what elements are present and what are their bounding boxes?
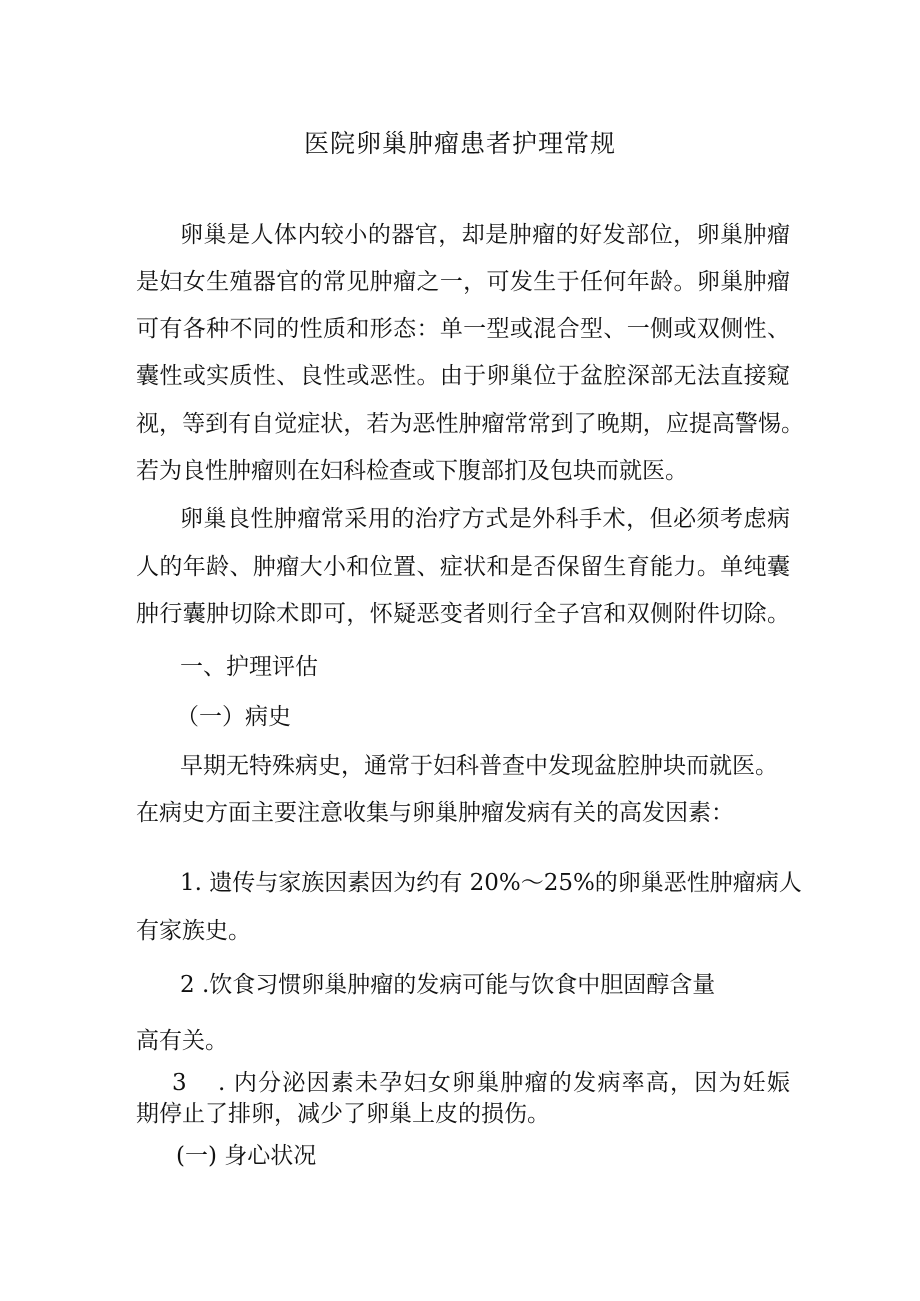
paragraph-line: 视，等到有自觉症状，若为恶性肿瘤常常到了晚期，应提高警惕。 bbox=[136, 411, 804, 437]
section-heading: 一、护理评估 bbox=[180, 654, 318, 680]
paragraph-line: 是妇女生殖器官的常见肿瘤之一，可发生于任何年龄。卵巢肿瘤 bbox=[136, 269, 790, 295]
list-item-line: 1. 遗传与家族因素因为约有 20%～25%的卵巢恶性肿瘤病人 bbox=[180, 870, 802, 896]
list-item-line: 高有关。 bbox=[136, 1028, 228, 1054]
subsection-heading: （一）病史 bbox=[176, 704, 291, 730]
paragraph-line: 人的年龄、肿瘤大小和位置、症状和是否保留生育能力。单纯囊 bbox=[136, 554, 790, 580]
list-item-line: 期停止了排卵，减少了卵巢上皮的损伤。 bbox=[136, 1101, 550, 1127]
list-item-line: 2 .饮食习惯卵巢肿瘤的发病可能与饮食中胆固醇含量 bbox=[180, 972, 716, 998]
subsection-heading: (一) 身心状况 bbox=[176, 1143, 317, 1169]
list-item-number: 3 bbox=[172, 1070, 187, 1096]
document-title: 医院卵巢肿瘤患者护理常规 bbox=[303, 129, 616, 158]
paragraph-line: 在病史方面主要注意收集与卵巢肿瘤发病有关的高发因素： bbox=[136, 800, 734, 826]
paragraph-line: 早期无特殊病史，通常于妇科普查中发现盆腔肿块而就医。 bbox=[180, 753, 778, 779]
paragraph-line: 卵巢是人体内较小的器官，却是肿瘤的好发部位，卵巢肿瘤 bbox=[180, 222, 790, 248]
paragraph-line: 囊性或实质性、良性或恶性。由于卵巢位于盆腔深部无法直接窥 bbox=[136, 363, 790, 389]
paragraph-line: 肿行囊肿切除术即可，怀疑恶变者则行全子宫和双侧附件切除。 bbox=[136, 601, 790, 627]
paragraph-line: 若为良性肿瘤则在妇科检查或下腹部扪及包块而就医。 bbox=[136, 458, 688, 484]
list-item-line: . 内分泌因素未孕妇女卵巢肿瘤的发病率高，因为妊娠 bbox=[218, 1070, 790, 1096]
paragraph-line: 可有各种不同的性质和形态：单一型或混合型、一侧或双侧性、 bbox=[136, 316, 790, 342]
list-item-line: 有家族史。 bbox=[136, 918, 251, 944]
paragraph-line: 卵巢良性肿瘤常采用的治疗方式是外科手术，但必须考虑病 bbox=[180, 506, 790, 532]
